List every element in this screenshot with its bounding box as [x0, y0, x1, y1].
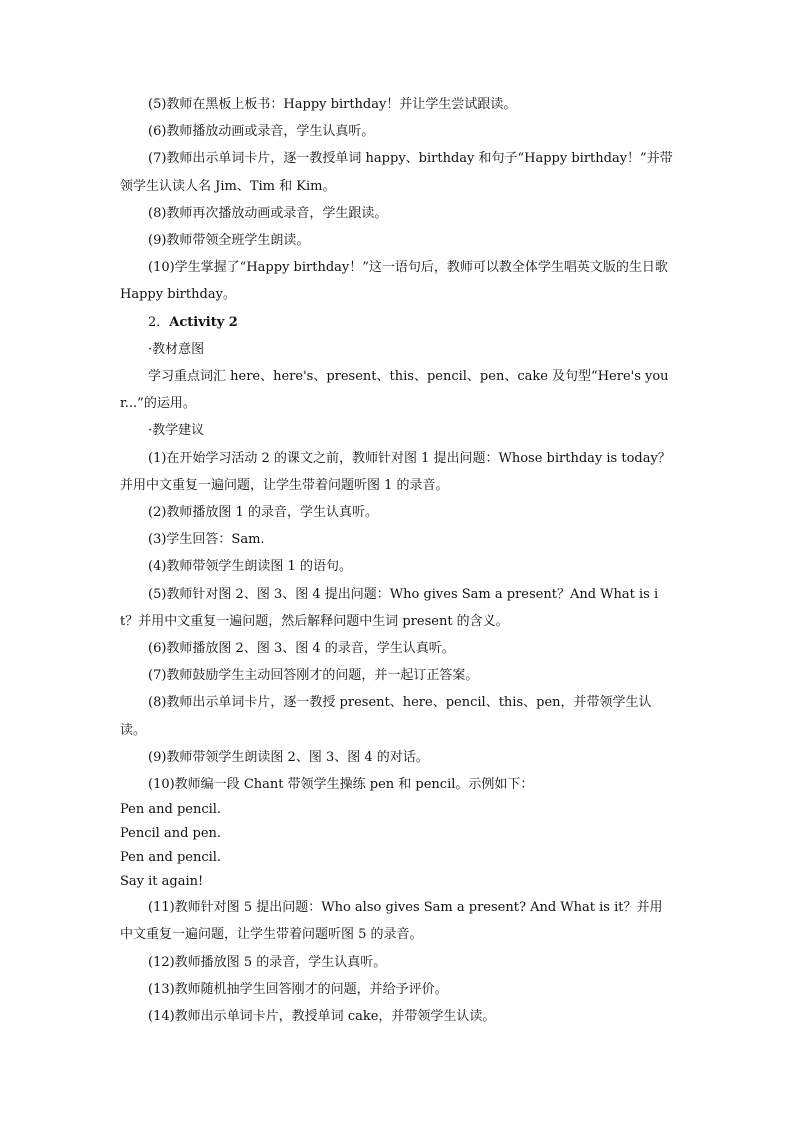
step-paragraph: (6)教师播放动画或录音，学生认真听。 [148, 124, 375, 140]
chant-line: Pen and pencil. [120, 850, 222, 866]
step-paragraph: (2)教师播放图 1 的录音，学生认真听。 [148, 505, 378, 521]
step-paragraph: (8)教师再次播放动画或录音，学生跟读。 [148, 205, 388, 221]
step-paragraph: (5)教师在黑板上板书：Happy birthday！并让学生尝试跟读。 [148, 97, 517, 112]
chant-line: Pen and pencil. [120, 802, 222, 818]
step-paragraph: (6)教师播放图 2、图 3、图 4 的录音，学生认真听。 [148, 641, 455, 657]
intent-paragraph: 学习重点词汇 here、here's、present、this、pencil、pen、cake 及句型“Here's your...”的运用。 [120, 369, 669, 412]
step-paragraph: (9)教师带领学生朗读图 2、图 3、图 4 的对话。 [148, 749, 429, 765]
step-paragraph: (10)教师编一段 Chant 带领学生操练 pen 和 pencil。示例如下： [148, 777, 534, 793]
step-paragraph: (14)教师出示单词卡片，教授单词 cake，并带领学生认读。 [148, 1009, 496, 1025]
step-paragraph: (7)教师出示单词卡片，逐一教授单词 happy、birthday 和句子“Happy birthday！”并带领学生认读人名 Jim、Tim 和 Kim。 [120, 151, 673, 194]
step-paragraph: (11)教师针对图 5 提出问题：Who also gives Sam a present? And What is it？并用中文重复一遍问题，让学生带着问题听图 5 的录音。 [120, 900, 663, 943]
step-paragraph: (7)教师鼓励学生主动回答刚才的问题，并一起订正答案。 [148, 668, 479, 684]
step-paragraph: (4)教师带领学生朗读图 1 的语句。 [148, 559, 352, 575]
step-paragraph: (8)教师出示单词卡片，逐一教授 present、here、pencil、this、pen，并带领学生认读。 [120, 695, 652, 738]
step-paragraph: (3)学生回答：Sam. [148, 532, 265, 548]
activity-title: Activity 2 [169, 314, 238, 330]
section-label-suggestion: ·教学建议 [148, 423, 205, 439]
step-paragraph: (5)教师针对图 2、图 3、图 4 提出问题：Who gives Sam a present？And What is it？并用中文重复一遍问题，然后解释问题中生词 present 的含义。 [120, 586, 659, 629]
chant-line: Pencil and pen. [120, 826, 222, 842]
activity-heading [120, 309, 675, 336]
step-paragraph: (13)教师随机抽学生回答刚才的问题，并给予评价。 [148, 981, 448, 997]
step-paragraph: (9)教师带领全班学生朗读。 [148, 233, 310, 249]
step-paragraph: (1)在开始学习活动 2 的课文之前，教师针对图 1 提出问题：Whose birthday is today？并用中文重复一遍问题，让学生带着问题听图 1 的录音。 [120, 450, 671, 493]
activity-number: 2． [148, 314, 170, 330]
section-label-intent: ·教材意图 [148, 341, 205, 357]
chant-line: Say it again! [120, 874, 204, 890]
step-paragraph: (12)教师播放图 5 的录音，学生认真听。 [148, 954, 387, 970]
step-paragraph: (10)学生掌握了“Happy birthday！”这一语句后，教师可以教全体学生唱英文版的生日歌 Happy birthday。 [120, 260, 681, 303]
